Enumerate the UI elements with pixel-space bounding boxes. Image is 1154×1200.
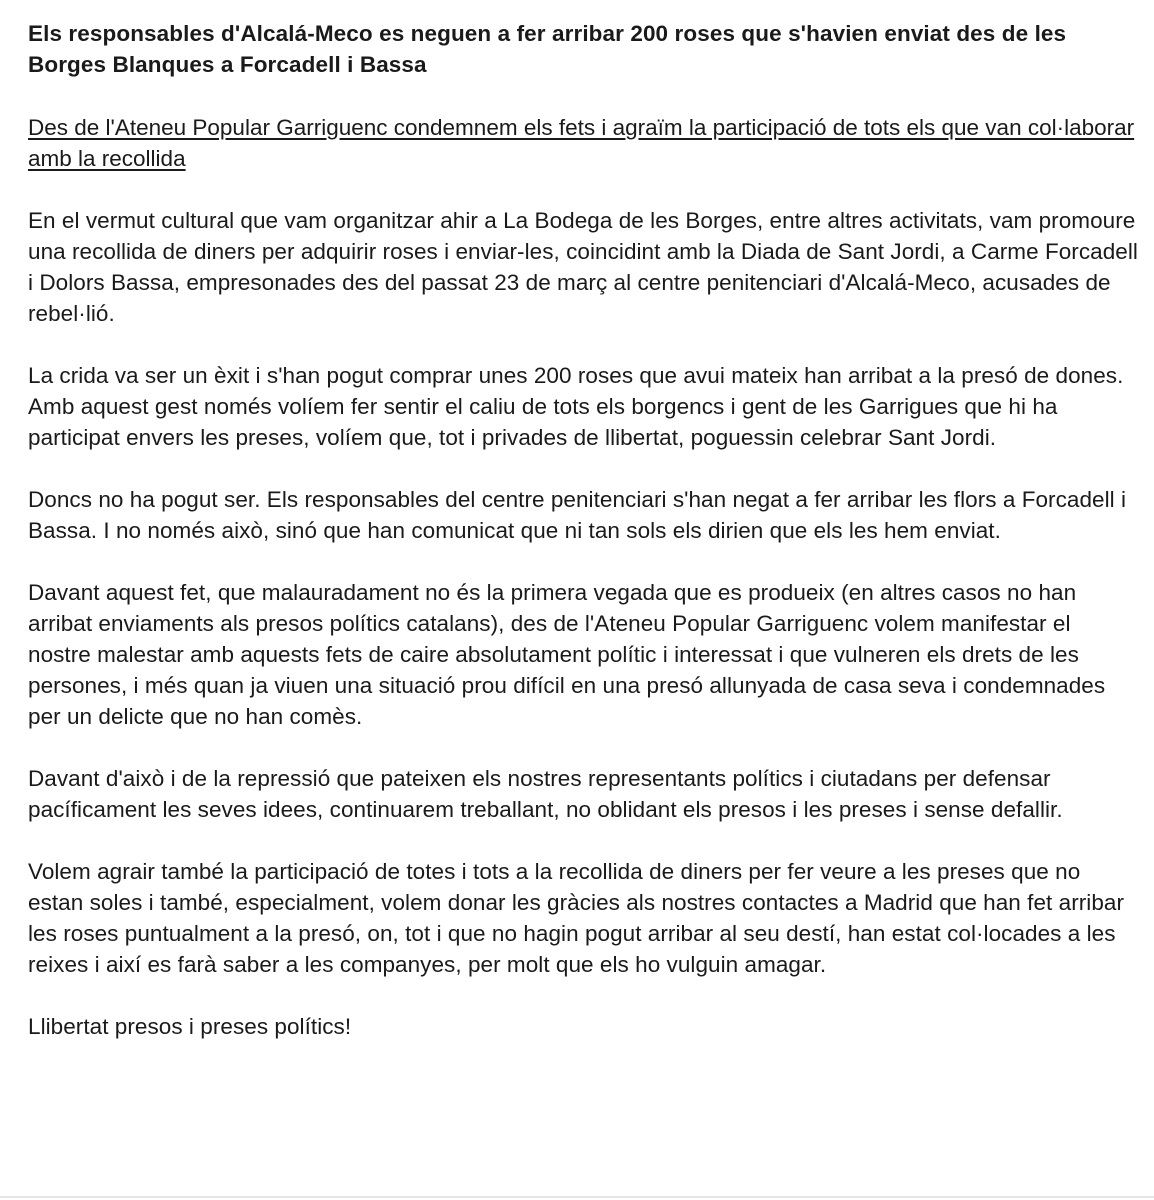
paragraph-agraiment: Volem agrair també la participació de totes i tots a la recollida de diners per fer veure a les preses que no estan soles i també, especialment, volem donar les gràcies als nostres contactes a Madrid que han fet arribar les roses puntualment a la presó, on, tot i que no hagin pogut arribar al seu destí, han estat col·locades a les reixes i així es farà saber a les companyes, per molt que els ho vulguin amagar. <box>28 859 1125 977</box>
article-headline: Els responsables d'Alcalá-Meco es neguen a fer arribar 200 roses que s'havien enviat des de les Borges Blanques a Forcadell i Bassa <box>28 21 1067 77</box>
paragraph-vermut: En el vermut cultural que vam organitzar ahir a La Bodega de les Borges, entre altres activitats, vam promoure una recollida de diners per adquirir roses i enviar-les, coincidint amb la Diada de Sant Jordi, a Carme Forcadell i Dolors Bassa, empresonades des del passat 23 de març al centre penitenciari d'Alcalá-Meco, acusades de rebel·lió. <box>28 208 1138 326</box>
document-body <box>28 18 1138 1073</box>
paragraph-davant-fet: Davant aquest fet, que malauradament no és la primera vegada que es produeix (en altres casos no han arribat enviaments als presos polítics catalans), des de l'Ateneu Popular Garriguenc volem manifestar el nostre malestar amb aquests fets de caire absolutament polític i interessat i que vulneren els drets de les persones, i més quan ja viuen una situació prou difícil en una presó allunyada de casa seva i condemnades per un delicte que no han comès. <box>28 580 1106 729</box>
article-subhead: Des de l'Ateneu Popular Garriguenc condemnem els fets i agraïm la participació de tots els que van col·laborar amb la recollida <box>28 115 1135 171</box>
paragraph-closing: Llibertat presos i preses polítics! <box>28 1014 352 1039</box>
paragraph-crida: La crida va ser un èxit i s'han pogut comprar unes 200 roses que avui mateix han arribat a la presó de dones. Amb aquest gest només volíem fer sentir el caliu de tots els borgencs i gent de les Garrigues que hi ha participat envers les preses, volíem que, tot i privades de llibertat, poguessin celebrar Sant Jordi. <box>28 363 1124 450</box>
paragraph-no-pogut: Doncs no ha pogut ser. Els responsables del centre penitenciari s'han negat a fer arribar les flors a Forcadell i Bassa. I no només això, sinó que han comunicat que ni tan sols els dirien que els les hem enviat. <box>28 487 1127 543</box>
paragraph-repressio: Davant d'això i de la repressió que pateixen els nostres representants polítics i ciutadans per defensar pacíficament les seves idees, continuarem treballant, no oblidant els presos i les preses i sense defallir. <box>28 766 1063 822</box>
bottom-divider <box>0 1196 1154 1198</box>
